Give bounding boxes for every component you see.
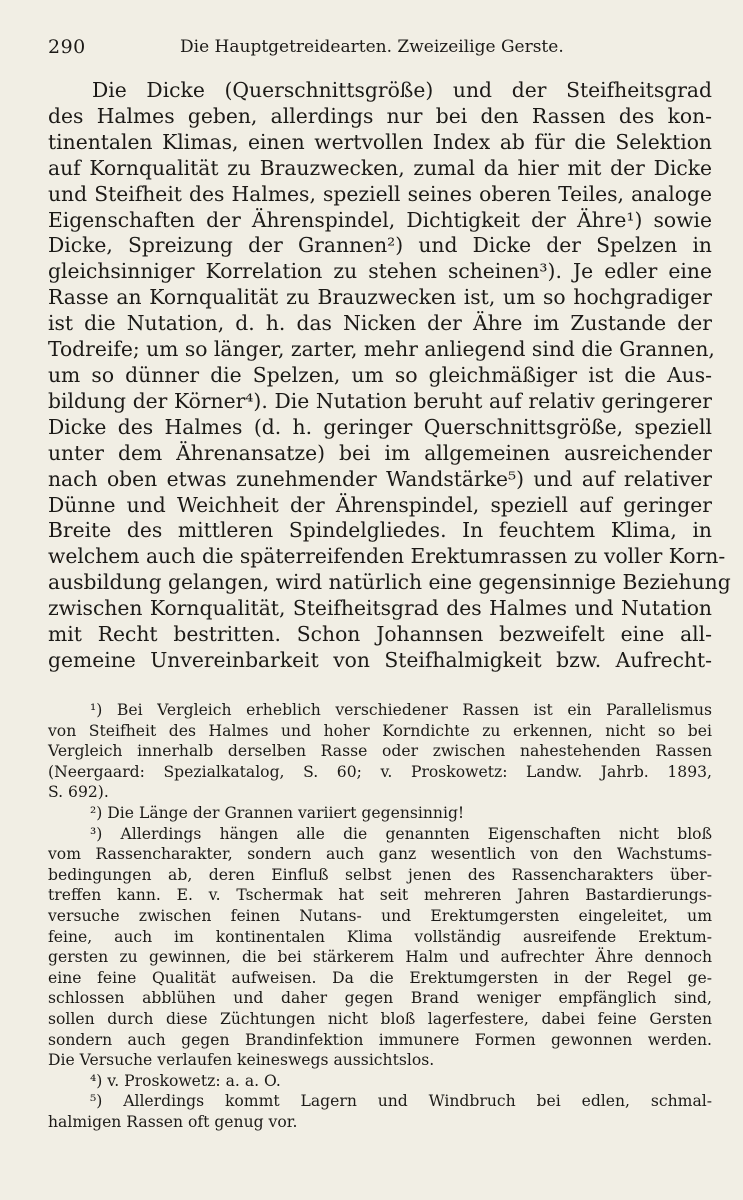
footnote-line: sollen durch diese Züchtungen nicht bloß lagerfestere, dabei feine Gersten	[48, 1009, 712, 1028]
footnote-line: feine, auch im kontinentalen Klima vollständig ausreifende Erektum-	[48, 927, 712, 946]
footnotes	[48, 700, 712, 1132]
footnote-line: treffen kann. E. v. Tschermak hat seit mehreren Jahren Bastardierungs-	[48, 886, 712, 905]
body-line: Breite des mittleren Spindelgliedes. In feuchtem Klima, in	[48, 518, 712, 543]
body-line: zwischen Kornqualität, Steifheitsgrad des Halmes und Nutation	[48, 596, 712, 621]
body-line: nach oben etwas zunehmender Wandstärke⁵) und auf relativer	[48, 466, 712, 491]
body-line: unter dem Ährenansatze) bei im allgemeinen ausreichender	[48, 440, 712, 465]
body-line: und Steifheit des Halmes, speziell seines oberen Teiles, analoge	[48, 181, 712, 206]
footnote-line: halmigen Rassen oft genug vor.	[48, 1112, 298, 1131]
body-line: mit Recht bestritten. Schon Johannsen bezweifelt eine all-	[48, 622, 712, 647]
body-line: Dicke des Halmes (d. h. geringer Querschnittsgröße, speziell	[48, 414, 712, 439]
footnote-line: Vergleich innerhalb derselben Rasse oder zwischen nahestehenden Rassen	[48, 742, 712, 761]
footnote-line: sondern auch gegen Brandinfektion immunere Formen gewonnen werden.	[48, 1030, 712, 1049]
footnote-line: schlossen abblühen und daher gegen Brand weniger empfänglich sind,	[48, 989, 712, 1008]
footnote-line: S. 692).	[48, 783, 109, 802]
running-title: Die Hauptgetreidearten. Zweizeilige Gerste.	[180, 37, 564, 57]
body-line: Die Dicke (Querschnittsgröße) und der Steifheitsgrad	[92, 78, 712, 102]
running-header	[48, 36, 698, 58]
footnote-line: ³) Allerdings hängen alle die genannten Eigenschaften nicht bloß	[90, 824, 712, 843]
footnote-line: eine feine Qualität aufweisen. Da die Erektumgersten in der Regel ge-	[48, 968, 712, 987]
main-paragraph	[48, 78, 731, 674]
body-line: des Halmes geben, allerdings nur bei den Rassen des kon-	[48, 103, 712, 128]
body-line: Rasse an Kornqualität zu Brauzwecken ist, um so hochgradiger	[48, 285, 712, 310]
body-line: bildung der Körner⁴). Die Nutation beruht auf relativ geringerer	[48, 388, 712, 413]
body-line: Eigenschaften der Ährenspindel, Dichtigkeit der Ähre¹) sowie	[48, 207, 712, 232]
body-line: auf Kornqualität zu Brauzwecken, zumal da hier mit der Dicke	[48, 155, 712, 180]
footnote-line: ⁵) Allerdings kommt Lagern und Windbruch bei edlen, schmal-	[90, 1092, 712, 1111]
footnote-line: (Neergaard: Spezialkatalog, S. 60; v. Proskowetz: Landw. Jahrb. 1893,	[48, 762, 712, 781]
footnote-line: vom Rassencharakter, sondern auch ganz wesentlich von den Wachstums-	[48, 845, 712, 864]
footnote-line: versuche zwischen feinen Nutans- und Erektumgersten eingeleitet, um	[48, 906, 712, 925]
footnote-line: ²) Die Länge der Grannen variiert gegensinnig!	[90, 803, 465, 822]
body-line: um so dünner die Spelzen, um so gleichmäßiger ist die Aus-	[48, 362, 712, 387]
body-line: Dicke, Spreizung der Grannen²) und Dicke der Spelzen in	[48, 233, 712, 258]
footnote-line: gersten zu gewinnen, die bei stärkerem Halm und aufrechter Ähre dennoch	[48, 948, 712, 967]
body-line: Dünne und Weichheit der Ährenspindel, speziell auf geringer	[48, 492, 712, 517]
body-line: Todreife; um so länger, zarter, mehr anliegend sind die Grannen,	[48, 337, 715, 362]
footnote-separator	[48, 672, 712, 673]
footnote-line: von Steifheit des Halmes und hoher Korndichte zu erkennen, nicht so bei	[48, 721, 712, 740]
body-line: gemeine Unvereinbarkeit von Steifhalmigkeit bzw. Aufrecht-	[48, 647, 712, 672]
footnote-line: bedingungen ab, deren Einfluß selbst jenen des Rassencharakters über-	[48, 865, 712, 884]
footnote-line: ¹) Bei Vergleich erheblich verschiedener Rassen ist ein Parallelismus	[90, 701, 712, 719]
footnote-line: Die Versuche verlaufen keineswegs aussichtslos.	[48, 1051, 435, 1070]
body-line: gleichsinniger Korrelation zu stehen scheinen³). Je edler eine	[48, 259, 712, 284]
page-number: 290	[48, 36, 86, 58]
body-line: tinentalen Klimas, einen wertvollen Index ab für die Selektion	[48, 129, 712, 154]
footnote-line: ⁴) v. Proskowetz: a. a. O.	[90, 1071, 281, 1090]
body-line: ist die Nutation, d. h. das Nicken der Ähre im Zustande der	[48, 311, 712, 336]
body-line: ausbildung gelangen, wird natürlich eine gegensinnige Beziehung	[48, 570, 731, 595]
body-line: welchem auch die späterreifenden Erektumrassen zu voller Korn-	[48, 544, 726, 569]
